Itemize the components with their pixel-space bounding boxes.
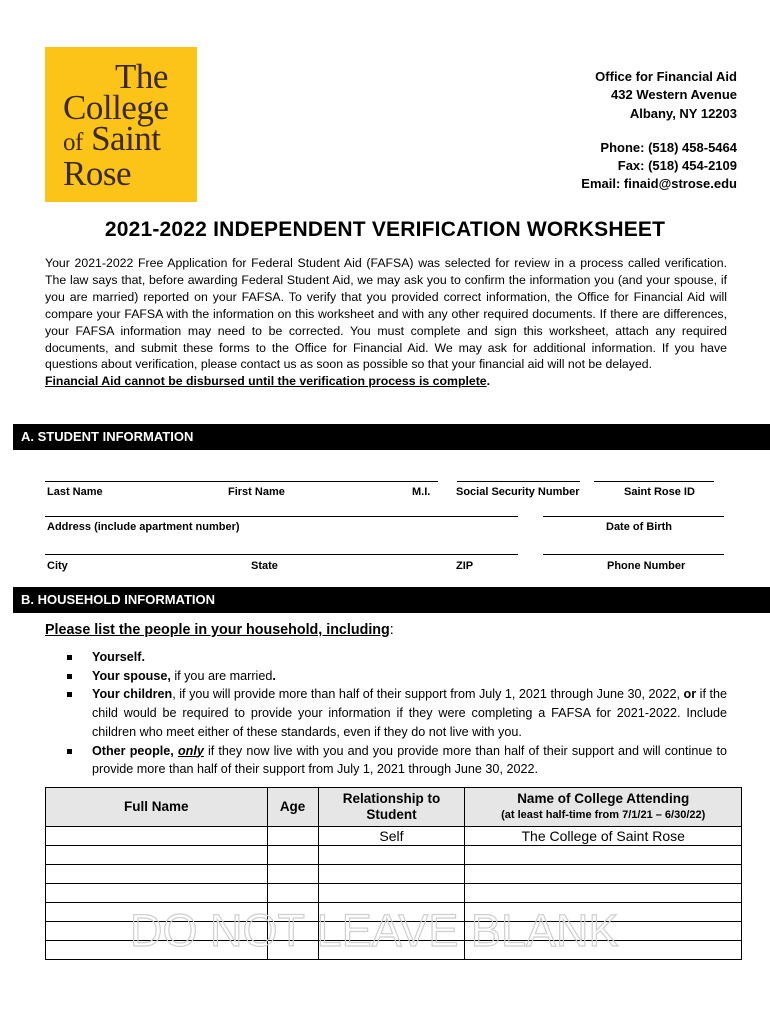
section-a-header: A. STUDENT INFORMATION (13, 424, 770, 450)
dob-label: Date of Birth (606, 521, 672, 533)
col-full-name: Full Name (46, 788, 268, 827)
college-cell[interactable] (465, 884, 742, 903)
city-label: City (47, 560, 68, 572)
page-title: 2021-2022 INDEPENDENT VERIFICATION WORKSHEET (104, 218, 666, 241)
table-row (46, 827, 742, 846)
section-b-header: B. HOUSEHOLD INFORMATION (13, 587, 770, 613)
ssn-input-line[interactable] (457, 481, 580, 482)
household-lead-text: Please list the people in your household, including (45, 622, 390, 638)
address-label: Address (include apartment number) (47, 521, 240, 533)
relationship-cell[interactable] (318, 846, 465, 865)
office-fax: Fax: (518) 454-2109 (617, 158, 737, 174)
address-input-line[interactable] (45, 516, 518, 517)
college-logo (45, 47, 197, 202)
saint-rose-id-label: Saint Rose ID (624, 486, 695, 498)
table-row (46, 884, 742, 903)
relationship-cell[interactable] (318, 865, 465, 884)
first-name-label: First Name (228, 486, 285, 498)
phone-input-line[interactable] (543, 554, 724, 555)
city-state-zip-input-line[interactable] (45, 554, 518, 555)
state-label: State (251, 560, 278, 572)
relationship-cell[interactable] (318, 884, 465, 903)
list-item: Other people, only if they now live with you and you provide more than half of their support and will continue to provide more than half of their support from July 1, 2021 through June 30, 2022. (65, 742, 727, 779)
phone-number-label: Phone Number (607, 560, 686, 572)
logo-line-saint: Saint (91, 119, 161, 158)
college-cell[interactable] (465, 846, 742, 865)
ssn-label: Social Security Number (456, 486, 580, 498)
full-name-cell[interactable] (46, 884, 268, 903)
last-name-label: Last Name (47, 486, 103, 498)
do-not-leave-blank-watermark: DO NOT LEAVE BLANK (130, 905, 619, 956)
list-item: Your spouse, if you are married. (65, 667, 727, 686)
warning-period: . (486, 374, 491, 389)
age-cell[interactable] (267, 884, 318, 903)
relationship-cell[interactable]: Self (318, 827, 465, 846)
household-lead-colon: : (389, 622, 394, 638)
contact-block (581, 68, 737, 194)
zip-label: ZIP (456, 560, 474, 572)
household-bullet-list (65, 648, 727, 779)
disbursement-warning: Financial Aid cannot be disbursed until the verification process is complete (45, 374, 487, 389)
intro-body: Your 2021-2022 Free Application for Federal Student Aid (FAFSA) was selected for review in a process called verification. The law says that, before awarding Federal Student Aid, we may ask you to confirm the information you (and your spouse, if you are married) reported on your FAFSA. To verify that you provided correct information, the Office for Financial Aid will compare your FAFSA with the information on this worksheet and with any other required documents. If there are differences, your FAFSA information may need to be corrected. You must complete and sign this worksheet, attach any required documents, and submit these forms to the Office for Financial Aid. We may ask for additional information. If you have questions about verification, please contact us as soon as possible so that your financial aid will not be delayed. (45, 256, 727, 372)
full-name-cell[interactable] (46, 846, 268, 865)
office-name: Office for Financial Aid (595, 69, 737, 84)
intro-paragraph (45, 255, 727, 390)
col-age: Age (267, 788, 318, 827)
mi-label: M.I. (412, 486, 431, 498)
logo-line-the: The (115, 57, 168, 96)
logo-line-college: College (63, 88, 169, 127)
table-row (46, 846, 742, 865)
list-item: Your children, if you will provide more than half of their support from July 1, 2021 through June 30, 2022, or if the child would be required to provide your information if they were completing a FAFSA for 2021-2022. Include children who meet either of these standards, even if they do not live with you. (65, 685, 727, 741)
full-name-cell[interactable] (46, 865, 268, 884)
age-cell[interactable] (267, 846, 318, 865)
col-college (465, 788, 742, 827)
household-lead (45, 622, 394, 638)
age-cell[interactable] (267, 827, 318, 846)
full-name-cell[interactable] (46, 827, 268, 846)
col-college-title: Name of College Attending (517, 791, 690, 806)
office-street: 432 Western Avenue (611, 87, 737, 103)
office-email[interactable]: Email: finaid@strose.edu (581, 176, 737, 192)
col-relationship: Relationship to Student (318, 788, 465, 827)
logo-line-of: of (63, 129, 83, 156)
list-item: Yourself. (65, 648, 727, 667)
saint-rose-id-input-line[interactable] (594, 481, 714, 482)
college-cell[interactable]: The College of Saint Rose (465, 827, 742, 846)
logo-line-rose: Rose (63, 154, 131, 193)
table-row (46, 865, 742, 884)
office-city: Albany, NY 12203 (629, 105, 737, 121)
age-cell[interactable] (267, 865, 318, 884)
dob-input-line[interactable] (543, 516, 724, 517)
college-cell[interactable] (465, 865, 742, 884)
table-header-row (46, 788, 742, 827)
name-input-line[interactable] (45, 481, 438, 482)
office-phone: Phone: (518) 458-5464 (600, 139, 737, 155)
col-college-subtitle: (at least half-time from 7/1/21 – 6/30/22) (501, 809, 706, 821)
